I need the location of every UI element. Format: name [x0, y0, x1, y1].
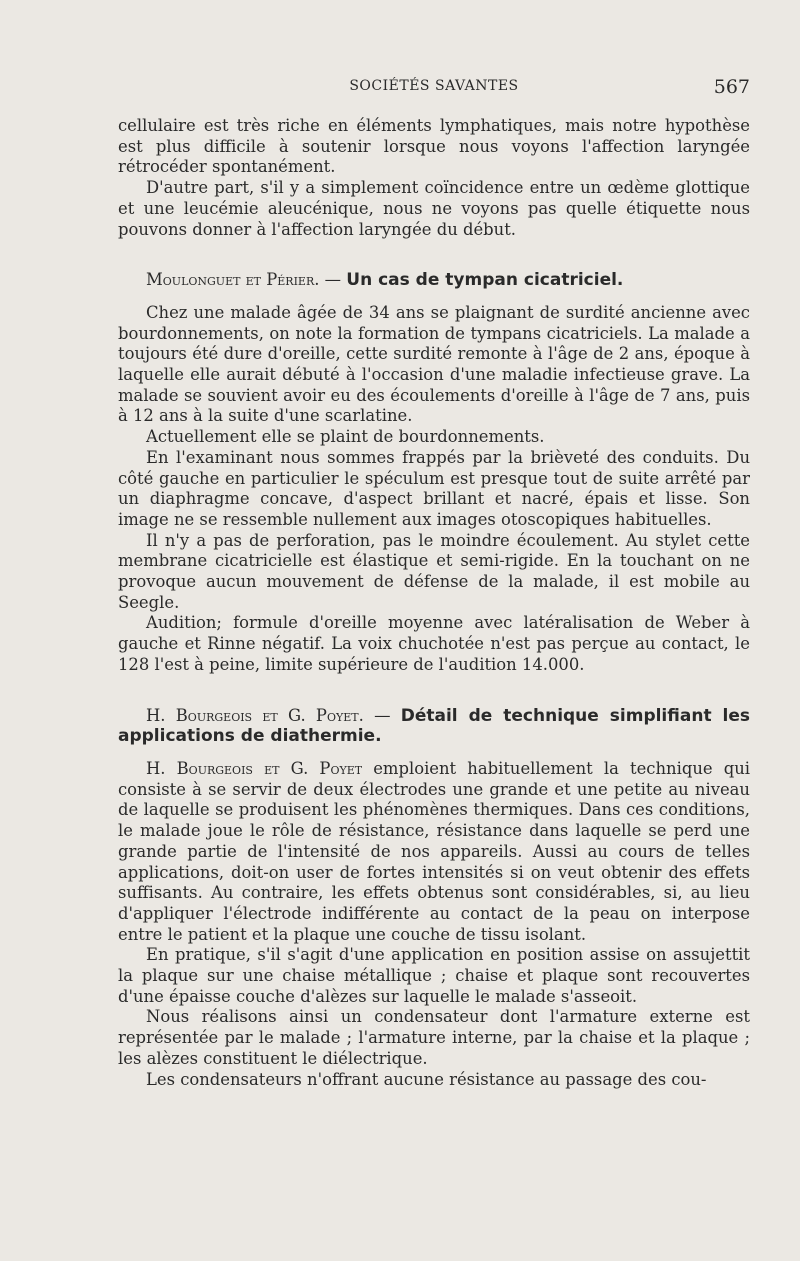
paragraph: Audition; formule d'oreille moyenne avec latéralisation de Weber à gauche et Rinne négatif. La voix chuchotée n'est pas perçue au contact, le 128 l'est à peine, limite supérieure de l'audition 14.000.	[118, 613, 750, 674]
section-heading: H. Bourgeois et G. Poyet. — Détail de technique simplifiant les applications de diathermie.	[118, 705, 751, 747]
paragraph: En pratique, s'il s'agit d'une application en position assise on assujettit la plaque sur une chaise métallique ; chaise et plaque sont recouvertes d'une épaisse couche d'alèzes sur laquelle le malade s'asseoit.	[118, 945, 750, 1006]
section-authors: H. Bourgeois et G. Poyet.	[146, 705, 364, 725]
paragraph: D'autre part, s'il y a simplement coïncidence entre un œdème glottique et une leucémie aleucénique, nous ne voyons pas quelle étiquette nous pouvons donner à l'affection laryngée du début.	[118, 178, 750, 239]
paragraph	[118, 759, 750, 945]
paragraph-text: emploient habituellement la technique qui consiste à se servir de deux électrodes une grande et une petite au niveau de laquelle se produisent les phénomènes thermiques. Dans ces conditions, le malade joue le rôle de résistance, résistance dans laquelle se perd une grande partie de l'intensité de nos appareils. Aussi au cours de telles applications, doit-on user de fortes intensités si on veut obtenir des effets suffisants. Au contraire, les effets obtenus sont considérables, si, au lieu d'appliquer l'électrode indifférente au contact de la peau on interpose entre le patient et la plaque une couche de tissu isolant.	[118, 758, 750, 944]
section-heading: Moulonguet et Périer. — Un cas de tympan cicatriciel.	[146, 270, 624, 291]
paragraph: Nous réalisons ainsi un condensateur dont l'armature externe est représentée par le malade ; l'armature interne, par la chaise et la plaque ; les alèzes constituent le diélectrique.	[118, 1007, 750, 1068]
paragraph: Les condensateurs n'offrant aucune résistance au passage des cou-	[146, 1069, 707, 1089]
section-title: Un cas de tympan cicatriciel.	[346, 270, 624, 291]
inline-authors: H. Bourgeois et G. Poyet	[146, 758, 363, 778]
paragraph: Actuellement elle se plaint de bourdonnements.	[146, 427, 545, 447]
running-head: SOCIÉTÉS SAVANTES	[349, 78, 519, 94]
paragraph: Chez une malade âgée de 34 ans se plaignant de surdité ancienne avec bourdonnements, on note la formation de tympans cicatriciels. La malade a toujours été dure d'oreille, cette surdité remonte à l'âge de 2 ans, époque à laquelle elle aurait débuté à l'occasion d'une maladie infectieuse grave. La malade se souvient avoir eu des écoulements d'oreille à l'âge de 7 ans, puis à 12 ans à la suite d'une scarlatine.	[118, 302, 750, 426]
page-body	[118, 116, 750, 1090]
paragraph: Il n'y a pas de perforation, pas le moindre écoulement. Au stylet cette membrane cicatricielle est élastique et semi-rigide. En la touchant on ne provoque aucun mouvement de défense de la malade, il est mobile au Seegle.	[118, 530, 750, 612]
section-authors: Moulonguet et Périer.	[146, 270, 320, 290]
page-header	[118, 76, 750, 100]
paragraph: En l'examinant nous sommes frappés par la brièveté des conduits. Du côté gauche en particulier le spéculum est presque tout de suite arrêté par un diaphragme concave, d'aspect brillant et nacré, épais et lisse. Son image ne se ressemble nullement aux images otoscopiques habituelles.	[118, 447, 750, 529]
page-number: 567	[713, 76, 750, 98]
section-title: Détail de technique simplifiant les applications de diathermie.	[118, 705, 751, 747]
paragraph: cellulaire est très riche en éléments lymphatiques, mais notre hypothèse est plus difficile à soutenir lorsque nous voyons l'affection laryngée rétrocéder spontanément.	[118, 116, 750, 177]
